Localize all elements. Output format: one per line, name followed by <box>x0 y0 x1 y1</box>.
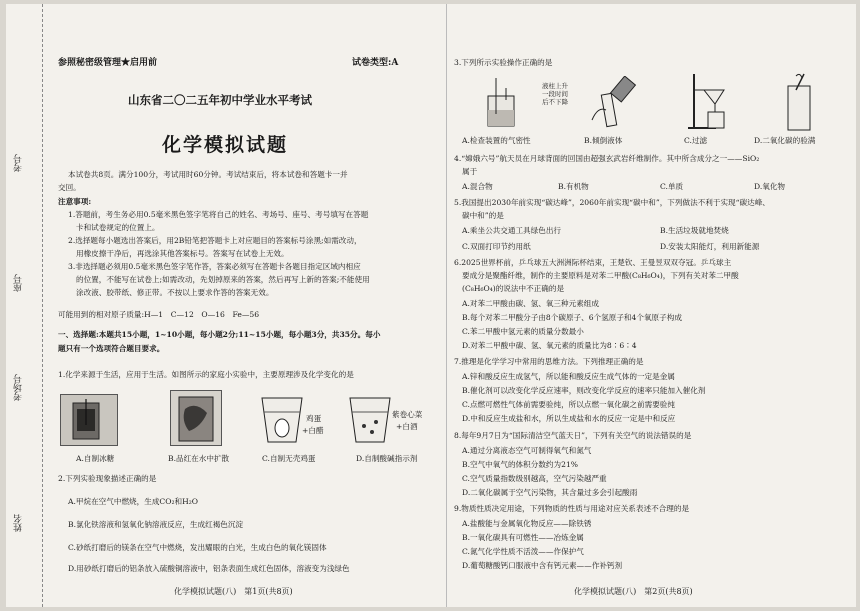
question-5: 5.我国提出2030年前实现“碳达峰”，2060年前实现“碳中和”，下列做法不利于实现“碳达峰、 <box>454 198 770 207</box>
option: A.自制冰糖 <box>76 454 115 463</box>
option: B.一氧化碳具有可燃性——冶炼金属 <box>462 533 584 542</box>
note-line: 1.答题前，考生务必用0.5毫米黑色签字笔将自己的姓名、考场号、座号、考号填写在答题 <box>68 210 369 219</box>
question-6: 要成分是聚酯纤维，制作的主要原料是对苯二甲酸(C₈H₆O₄)，下列有关对苯二甲酸 <box>462 271 739 280</box>
question-4: 4.“嫦娥六号”航天员在月球背面的回国由超强玄武岩纤维制作。其中所含成分之一——SiO₂ <box>454 154 760 163</box>
cup-label: +白醋 <box>302 426 324 435</box>
option: C.苯二甲酸中氢元素的质量分数最小 <box>462 327 584 336</box>
option: D.二氧化碳属于空气污染物，其含量过多会引起酸雨 <box>462 488 638 497</box>
binding-margin <box>6 4 43 607</box>
option: C.点燃可燃性气体前需要验纯，所以点燃一氧化碳之前需要验纯 <box>462 400 675 409</box>
co2-full-check-drawing <box>778 72 822 132</box>
option: C.砂纸打磨后的镁条在空气中燃烧，发出耀眼的白光，生成白色的氧化镁固体 <box>68 543 327 552</box>
page-divider <box>446 4 447 607</box>
option: B.空气中氧气的体积分数约为21% <box>462 460 578 469</box>
margin-label-room: 考场号 <box>14 374 24 401</box>
airtightness-apparatus <box>484 74 544 128</box>
pouring-liquid-drawing <box>588 76 638 130</box>
cabbage-indicator-cup <box>346 394 394 446</box>
option: A.对苯二甲酸由碳、氢、氧三种元素组成 <box>462 299 599 308</box>
note-line: 3.非选择题必须用0.5毫米黑色签字笔作答，答案必须写在答题卡各题目指定区域内相应 <box>68 262 361 271</box>
confidential-mark: 参照秘密级管理★启用前 <box>58 58 158 68</box>
section-heading: 题只有一个选项符合题目要求。 <box>58 344 165 353</box>
question-6: (C₈H₆O₄)的说法中不正确的是 <box>462 284 565 293</box>
intro-line: 交回。 <box>58 183 81 192</box>
option: C.氮气化学性质不活泼——作保护气 <box>462 547 584 556</box>
option: C.过滤 <box>684 136 708 145</box>
option: D.氧化物 <box>754 182 786 191</box>
filtration-apparatus <box>686 72 736 132</box>
option: D.中和反应生成盐和水，所以生成盐和水的反应一定是中和反应 <box>462 414 676 423</box>
subject-title: 化学模拟试题 <box>162 134 289 156</box>
intro-line: 本试卷共8页。满分100分，考试用时60分钟。考试结束后，将本试卷和答题卡一并 <box>68 170 348 179</box>
note-line: 的位置，不能写在试卷上;如需改动，先划掉原来的答案，然后再写上新的答案;不能使用 <box>76 275 370 284</box>
question-9: 9.物质性质决定用途，下列物质的性质与用途对应关系表述不合理的是 <box>454 504 690 513</box>
question-3: 3.下列所示实验操作正确的是 <box>454 58 553 67</box>
option: B.品红在水中扩散 <box>168 454 230 463</box>
page-2 <box>454 4 850 607</box>
question-4: 属于 <box>462 167 478 176</box>
option: C.空气质量指数级别越高，空气污染越严重 <box>462 474 607 483</box>
cup-label: 鸡蛋 <box>306 414 322 423</box>
rock-candy-photo <box>60 394 118 446</box>
option: C.双面打印节约用纸 <box>462 242 531 251</box>
option: A.乘坐公共交通工具绿色出行 <box>462 226 562 235</box>
option: C.单质 <box>660 182 684 191</box>
question-1: 1.化学来源于生活，应用于生活。如图所示的家庭小实验中，主要原理涉及化学变化的是 <box>58 370 354 379</box>
option: D.安装太阳能灯，利用新能源 <box>660 242 760 251</box>
apparatus-label: 液柱上升一段时间后不下降 <box>542 82 568 106</box>
option: A.甲烷在空气中燃烧，生成CO₂和H₂O <box>68 497 198 506</box>
question-6: 6.2025世界杯前，乒乓球五大洲洲际杯结束，王楚钦、王曼昱双双夺冠。乒乓球主 <box>454 258 732 267</box>
margin-label-name: 姓名 <box>14 514 24 532</box>
page-footer: 化学模拟试题(八) 第2页(共8页) <box>574 587 693 596</box>
option: B.催化剂可以改变化学反应速率，则改变化学反应的速率只能加入催化剂 <box>462 386 706 395</box>
page-1 <box>46 4 438 607</box>
option: A.检查装置的气密性 <box>462 136 531 145</box>
margin-label-exam-number: 考号 <box>14 154 24 172</box>
margin-label-seat: 座号 <box>14 274 24 292</box>
option: C.自制无壳鸡蛋 <box>262 454 316 463</box>
option: A.混合物 <box>462 182 493 191</box>
dye-diffusion-photo <box>170 390 222 446</box>
question-8: 8.每年9月7日为“国际清洁空气蓝天日”，下列有关空气的说法错误的是 <box>454 431 692 440</box>
exam-sheet <box>6 4 856 607</box>
note-line: 2.选择题每小题选出答案后，用2B铅笔把答题卡上对应题目的答案标号涂黑;如需改动， <box>68 236 362 245</box>
section-heading: 一、选择题:本题共15小题，1~10小题，每小题2分;11~15小题，每小题3分，共35分。每小 <box>58 330 381 339</box>
option: A.锌和酸反应生成氢气，所以能和酸反应生成气体的一定是金属 <box>462 372 675 381</box>
option: D.用砂纸打磨后的铝条放入硫酸铜溶液中，铝条表面生成红色固体，溶液变为浅绿色 <box>68 564 350 573</box>
note-line: 卡和试卷规定的位置上。 <box>76 223 160 232</box>
page-footer: 化学模拟试题(八) 第1页(共8页) <box>174 587 293 596</box>
option: D.葡萄糖酸钙口服液中含有钙元素——作补钙剂 <box>462 561 623 570</box>
option: A.通过分离液态空气可制得氧气和氮气 <box>462 446 592 455</box>
exam-title: 山东省二〇二五年初中学业水平考试 <box>128 93 312 107</box>
note-line: 用橡皮擦干净后，再选涂其他答案标号。答案写在试卷上无效。 <box>76 249 289 258</box>
option: A.盐酸能与金属氧化物反应——除铁锈 <box>462 519 592 528</box>
notes-heading: 注意事项: <box>58 197 92 206</box>
question-5: 碳中和”的是 <box>462 211 504 220</box>
atomic-masses: 可能用到的相对原子质量:H—1 C—12 O—16 Fe—56 <box>58 310 260 319</box>
option: B.倾倒液体 <box>584 136 623 145</box>
question-2: 2.下列实验现象描述正确的是 <box>58 474 157 483</box>
option: D.对苯二甲酸中碳、氢、氧元素的质量比为8∶6∶4 <box>462 341 637 350</box>
cup-label: +白酒 <box>396 422 418 431</box>
egg-in-vinegar-cup <box>258 394 306 446</box>
cup-label: 紫卷心菜 <box>392 410 423 419</box>
paper-type: 试卷类型:A <box>352 58 399 68</box>
option: B.氯化铁溶液和氢氧化钠溶液反应，生成红褐色沉淀 <box>68 520 244 529</box>
question-7: 7.推理是化学学习中常用的思维方法。下列推理正确的是 <box>454 357 644 366</box>
note-line: 涂改液、胶带纸、修正带。不按以上要求作答的答案无效。 <box>76 288 274 297</box>
option: B.生活垃圾就地焚烧 <box>660 226 729 235</box>
option: B.有机物 <box>558 182 589 191</box>
option: B.每个对苯二甲酸分子由8个碳原子、6个氢原子和4个氧原子构成 <box>462 313 682 322</box>
option: D.二氧化碳的验满 <box>754 136 816 145</box>
option: D.自制酸碱指示剂 <box>356 454 418 463</box>
